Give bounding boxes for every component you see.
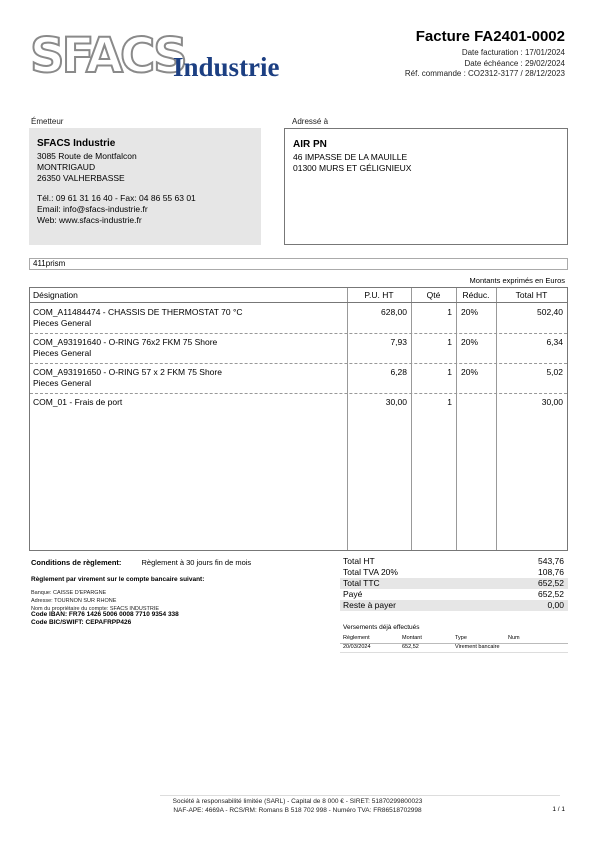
legal-line-2: NAF-APE: 4669A - RCS/RM: Romans B 518 702 998 - Numéro TVA: FR86518702998 [173,807,422,814]
bank-codes [31,611,179,627]
table-row [30,333,567,364]
line-total: 5,02 [546,367,563,377]
header-quantity: Qté [426,290,441,300]
iban: Code IBAN: FR76 1426 5006 0008 7710 9354 338 [31,611,179,618]
item-name: COM_A93191640 - O-RING 76x2 FKM 75 Shore [33,337,218,347]
payment-date: 20/03/2024 [343,644,371,650]
total-row [340,589,568,600]
line-total: 6,34 [546,337,563,347]
total-label: Total HT [343,556,375,566]
line-designation [33,367,222,389]
recipient-address2: 01300 MURS ET GÉLIGNIEUX [293,163,412,173]
item-name: COM_A93191650 - O-RING 57 x 2 FKM 75 Shore [33,367,222,377]
total-label: Payé [343,589,363,599]
item-category: Pieces General [33,348,92,358]
invoice-meta [405,48,565,80]
payments-header-type: Type [455,635,467,641]
payments-table [340,635,568,653]
line-discount: 20% [461,307,479,317]
logo-suffix: Industrie [173,52,280,82]
recipient-address1: 46 IMPASSE DE LA MAUILLE [293,152,408,162]
bic-swift: Code BIC/SWIFT: CEPAFRPP426 [31,619,132,626]
total-row [340,578,568,589]
line-quantity: 1 [447,307,452,317]
recipient-label: Adressé à [292,117,329,126]
bank-transfer-title: Règlement par virement sur le compte bancaire suivant: [31,576,205,583]
line-discount: 20% [461,337,479,347]
table-row [30,303,567,334]
sender-block [29,128,261,245]
payment-row [340,644,568,653]
total-label: Total TTC [343,578,380,588]
sender-email: Email: info@sfacs-industrie.fr [37,204,148,214]
recipient-block [284,128,568,245]
bank-address: Adresse: TOURNON SUR RHONE [31,598,117,604]
payments-header-num: Num [508,635,520,641]
payment-type: Virement bancaire [455,644,500,650]
table-row [30,393,567,413]
invoice-lines-table [29,287,568,551]
amounts-note: Montants exprimés en Euros [469,276,565,285]
footer-divider [160,795,560,796]
billing-date: Date facturation : 17/01/2024 [461,48,565,57]
line-quantity: 1 [447,397,452,407]
totals-block [340,556,568,611]
total-row [340,556,568,567]
item-category: Pieces General [33,318,92,328]
sender-phone: Tél.: 09 61 31 16 40 - Fax: 04 86 55 63 01 [37,193,196,203]
payment-amount: 652,52 [402,644,419,650]
header-total: Total HT [515,290,548,300]
table-row [30,363,567,394]
total-row [340,567,568,578]
header-unit-price: P.U. HT [364,290,394,300]
sender-name: SFACS Industrie [37,138,116,149]
header-discount: Réduc. [462,290,490,300]
item-name: COM_A11484474 - CHASSIS DE THERMOSTAT 70 °C [33,307,243,317]
payments-header [340,635,568,644]
line-unit-price: 7,93 [390,337,407,347]
line-total: 502,40 [537,307,563,317]
company-logo [30,28,292,84]
account-owner: Nom du propriétaire du compte: SFACS INDUSTRIE [31,606,160,612]
payment-conditions [31,558,251,567]
total-value: 652,52 [538,589,564,599]
sender-address3: 26350 VALHERBASSE [37,173,125,183]
item-category: Pieces General [33,378,92,388]
line-total: 30,00 [541,397,563,407]
line-designation [33,337,217,359]
sender-web: Web: www.sfacs-industrie.fr [37,215,142,225]
page-number: 1 / 1 [552,806,565,813]
legal-footer [0,797,595,815]
bank-name: Banque: CAISSE D'EPARGNE [31,590,107,596]
total-value: 652,52 [538,578,564,588]
line-discount: 20% [461,367,479,377]
invoice-title: Facture FA2401-0002 [415,28,565,45]
payments-header-amount: Montant [402,635,422,641]
line-quantity: 1 [447,337,452,347]
total-label: Total TVA 20% [343,567,398,577]
total-value: 108,76 [538,567,564,577]
conditions-value: Règlement à 30 jours fin de mois [141,558,252,567]
item-name: COM_01 - Frais de port [33,397,123,407]
line-unit-price: 6,28 [390,367,407,377]
legal-line-1: Société à responsabilité limitée (SARL) - Capital de 8 000 € - SIRET: 51870299800023 [172,798,423,805]
table-header [30,288,567,303]
order-reference: Réf. commande : CO2312-3177 / 28/12/2023 [404,69,565,78]
total-label: Reste à payer [343,600,396,610]
sender-address2: MONTRIGAUD [37,162,96,172]
payments-title: Versements déjà effectués [343,624,420,631]
line-unit-price: 628,00 [381,307,407,317]
line-unit-price: 30,00 [385,397,407,407]
sender-label: Émetteur [31,117,64,126]
recipient-name: AIR PN [293,139,327,150]
sender-address1: 3085 Route de Montfalcon [37,151,137,161]
line-designation [33,397,122,408]
bank-details [31,589,159,613]
line-designation [33,307,243,329]
line-quantity: 1 [447,367,452,377]
total-row [340,600,568,611]
customer-reference: 411prism [29,258,568,270]
due-date: Date échéance : 29/02/2024 [464,58,565,68]
total-value: 543,76 [538,556,564,566]
payments-header-date: Règlement [343,635,370,641]
logo-brand: SFACS [30,28,185,84]
total-value: 0,00 [547,600,564,610]
header-designation: Désignation [33,290,78,300]
conditions-label: Conditions de règlement: [31,558,122,567]
